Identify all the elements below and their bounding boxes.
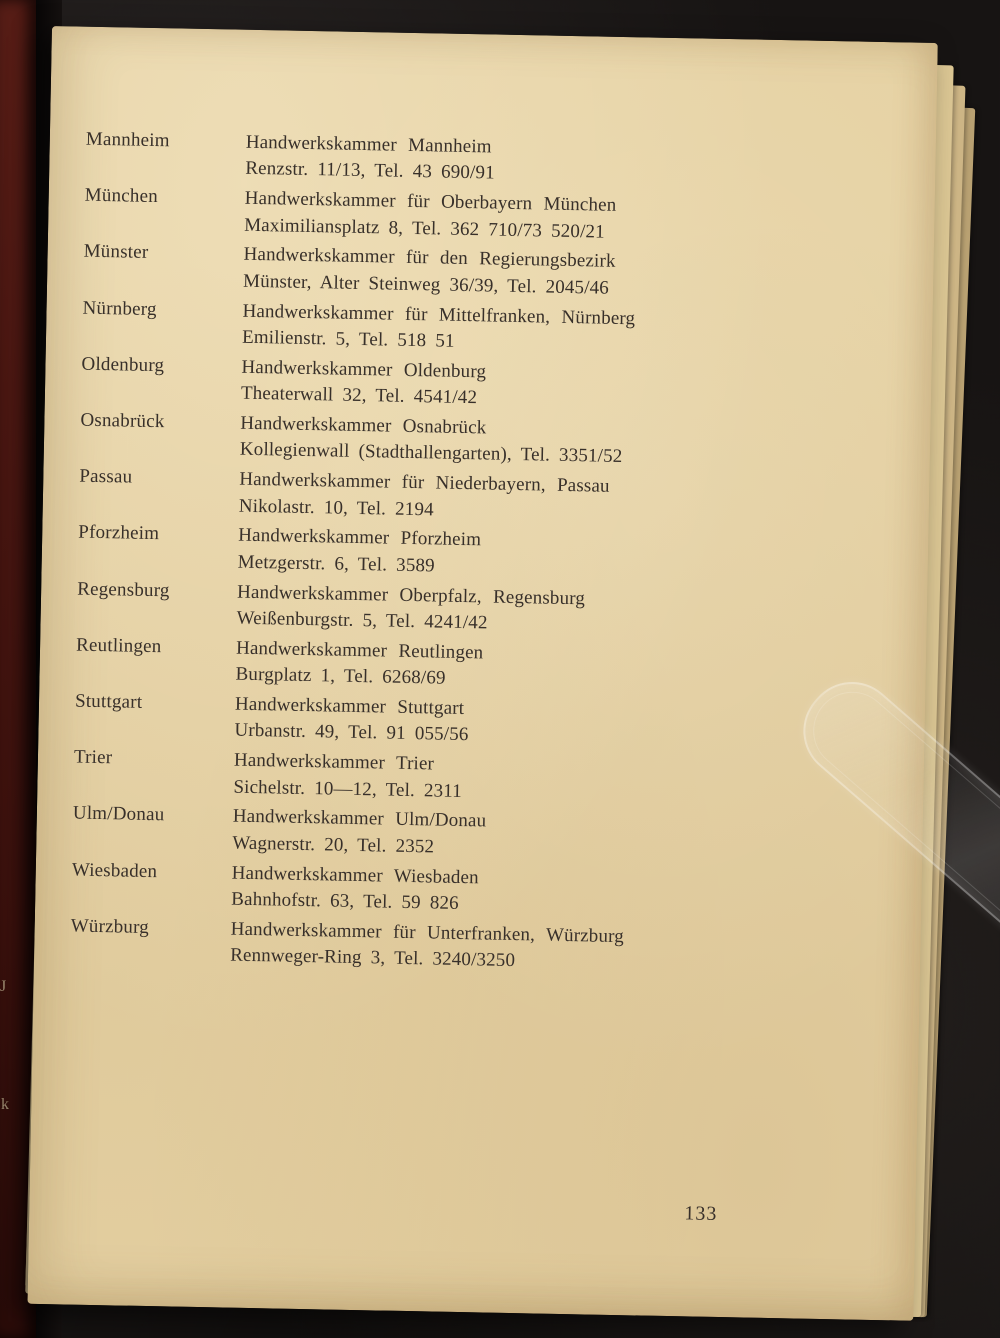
entry-city: Pforzheim: [78, 522, 160, 545]
entry-details: [240, 411, 761, 474]
entry-city: Oldenburg: [81, 353, 165, 377]
entry-address: Metzgerstr. 6, Tel. 3589: [237, 551, 435, 577]
directory-entry: [83, 239, 804, 306]
entry-details: [237, 523, 758, 586]
directory-entry: [76, 576, 797, 643]
entry-organization: Handwerkskammer Ulm/Donau: [232, 806, 487, 832]
entry-address: Wagnerstr. 20, Tel. 2352: [232, 832, 435, 858]
directory-entry: [78, 520, 799, 587]
entry-address: Nikolastr. 10, Tel. 2194: [238, 495, 434, 521]
entry-city: Stuttgart: [74, 690, 143, 713]
directory-entry: [85, 127, 806, 194]
directory-entry: [70, 913, 791, 980]
entry-organization: Handwerkskammer für Oberbayern München: [244, 187, 617, 217]
entry-organization: Handwerkskammer Trier: [233, 749, 435, 775]
entry-organization: Handwerkskammer Mannheim: [245, 131, 492, 158]
entry-city: München: [84, 184, 159, 208]
entry-address: Kollegienwall (Stadthallengarten), Tel. 3351/52: [239, 439, 623, 468]
entry-organization: Handwerkskammer Wiesbaden: [231, 862, 479, 888]
entry-address: Emilienstr. 5, Tel. 518 51: [241, 326, 455, 352]
entry-address: Renzstr. 11/13, Tel. 43 690/91: [245, 158, 495, 184]
directory-entry: [81, 351, 802, 418]
entry-details: [242, 298, 763, 361]
entry-details: [232, 804, 753, 867]
entry-organization: Handwerkskammer für Mittelfranken, Nürnberg: [242, 300, 636, 329]
entry-details: [230, 916, 751, 979]
entry-details: [239, 467, 760, 530]
entry-details: [243, 242, 764, 305]
entry-address: Münster, Alter Steinweg 36/39, Tel. 2045/46: [242, 270, 610, 299]
entry-details: [234, 692, 755, 755]
entry-city: Reutlingen: [75, 634, 162, 658]
directory-entry: [71, 857, 792, 924]
entry-organization: Handwerkskammer für den Regierungsbezirk: [243, 244, 616, 273]
directory-list: [70, 127, 806, 984]
entry-address: Theaterwall 32, Tel. 4541/42: [240, 382, 478, 409]
entry-city: Mannheim: [85, 128, 170, 152]
entry-city: Münster: [83, 241, 149, 264]
entry-address: Weißenburgstr. 5, Tel. 4241/42: [236, 607, 488, 634]
directory-entry: [79, 464, 800, 531]
entry-city: Wiesbaden: [71, 859, 158, 882]
entry-address: Rennweger-Ring 3, Tel. 3240/3250: [229, 944, 516, 972]
entry-details: [231, 860, 752, 923]
gutter-text-fragment: k: [1, 1096, 10, 1113]
entry-address: Urbanstr. 49, Tel. 91 055/56: [234, 720, 469, 746]
entry-details: [236, 579, 757, 642]
entry-organization: Handwerkskammer für Unterfranken, Würzburg: [230, 918, 625, 947]
entry-address: Bahnhofstr. 63, Tel. 59 826: [231, 888, 459, 915]
entry-details: [241, 355, 762, 418]
entry-details: [233, 748, 754, 811]
directory-entry: [75, 632, 796, 699]
entry-address: Burgplatz 1, Tel. 6268/69: [235, 663, 446, 689]
entry-organization: Handwerkskammer Oldenburg: [241, 356, 487, 383]
directory-entry: [80, 408, 801, 475]
entry-organization: Handwerkskammer Stuttgart: [234, 693, 465, 720]
entry-city: Würzburg: [70, 915, 150, 938]
entry-details: [245, 130, 766, 193]
entry-city: Trier: [73, 746, 113, 769]
directory-entry: [82, 295, 803, 362]
directory-entry: [84, 183, 805, 250]
directory-entry: [73, 745, 794, 812]
entry-address: Sichelstr. 10—12, Tel. 2311: [233, 776, 463, 802]
entry-organization: Handwerkskammer Reutlingen: [235, 637, 484, 664]
book-page: [27, 26, 937, 1321]
entry-city: Ulm/Donau: [72, 802, 165, 826]
entry-organization: Handwerkskammer Osnabrück: [240, 412, 487, 439]
entry-city: Nürnberg: [82, 297, 157, 320]
entry-details: [244, 186, 765, 249]
entry-organization: Handwerkskammer Pforzheim: [238, 525, 482, 551]
directory-entry: [74, 689, 795, 756]
entry-address: Maximiliansplatz 8, Tel. 362 710/73 520/21: [244, 214, 605, 243]
gutter-text-fragment: J: [0, 978, 8, 995]
entry-details: [235, 635, 756, 698]
page-number: 133: [684, 1202, 718, 1225]
entry-organization: Handwerkskammer für Niederbayern, Passau: [239, 468, 610, 498]
entry-city: Passau: [79, 465, 133, 488]
directory-entry: [72, 801, 793, 868]
entry-city: Osnabrück: [80, 409, 165, 433]
entry-organization: Handwerkskammer Oberpfalz, Regensburg: [236, 581, 586, 609]
entry-city: Regensburg: [77, 578, 170, 601]
